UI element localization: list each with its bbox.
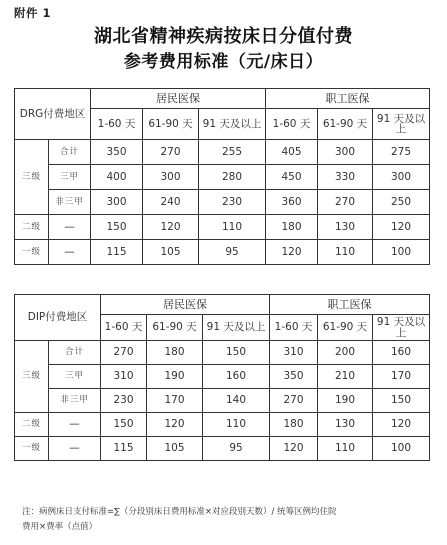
period-header: 1-60 天 — [270, 315, 318, 341]
footnote-line-1: 注：病例床日支付标准=∑（分段别床日费用标准×对应段别天数）/ 统筹区例均住院 — [22, 507, 337, 517]
value-cell: 170 — [147, 389, 203, 413]
sub-level-label: 非三甲 — [49, 190, 91, 215]
level-label: 二级 — [15, 215, 49, 240]
value-cell: 180 — [147, 341, 203, 365]
dip-region-header: DIP付费地区 — [15, 295, 101, 341]
value-cell: 280 — [199, 165, 266, 190]
value-cell: 120 — [266, 240, 318, 265]
value-cell: 160 — [373, 341, 430, 365]
sub-level-label: 合计 — [49, 140, 91, 165]
value-cell: 110 — [199, 215, 266, 240]
period-header: 1-60 天 — [266, 109, 318, 140]
value-cell: 190 — [318, 389, 373, 413]
period-header: 91 天及以上 — [373, 109, 430, 140]
value-cell: 120 — [373, 215, 430, 240]
value-cell: 250 — [373, 190, 430, 215]
value-cell: 150 — [101, 413, 147, 437]
value-cell: 310 — [270, 341, 318, 365]
value-cell: 110 — [203, 413, 270, 437]
value-cell: 255 — [199, 140, 266, 165]
period-header: 61-90 天 — [318, 315, 373, 341]
value-cell: 190 — [147, 365, 203, 389]
level-label: 一级 — [15, 437, 49, 461]
level-label: 一级 — [15, 240, 49, 265]
value-cell: 140 — [203, 389, 270, 413]
sub-level-label: 三甲 — [49, 165, 91, 190]
table-row — [15, 215, 430, 240]
value-cell: 130 — [318, 413, 373, 437]
table-row — [15, 240, 430, 265]
value-cell: 150 — [91, 215, 143, 240]
value-cell: 240 — [143, 190, 199, 215]
value-cell: 270 — [101, 341, 147, 365]
sub-level-label: — — [49, 413, 101, 437]
footnote-line-2: 费用×费率（点值） — [22, 522, 98, 532]
value-cell: 100 — [373, 437, 430, 461]
value-cell: 110 — [318, 240, 373, 265]
value-cell: 105 — [147, 437, 203, 461]
dip-fee-table — [14, 294, 430, 461]
value-cell: 300 — [318, 140, 373, 165]
document-title: 湖北省精神疾病按床日分值付费 — [94, 26, 353, 47]
table-row — [15, 190, 430, 215]
table-row — [15, 437, 430, 461]
value-cell: 270 — [270, 389, 318, 413]
table-row — [15, 389, 430, 413]
table-row — [15, 341, 430, 365]
period-header: 61-90 天 — [318, 109, 373, 140]
sub-level-label: — — [49, 437, 101, 461]
value-cell: 230 — [199, 190, 266, 215]
period-header: 1-60 天 — [91, 109, 143, 140]
value-cell: 200 — [318, 341, 373, 365]
table-row — [15, 413, 430, 437]
value-cell: 120 — [147, 413, 203, 437]
table-row — [15, 140, 430, 165]
sub-level-label: 三甲 — [49, 365, 101, 389]
value-cell: 310 — [101, 365, 147, 389]
dip-resident-header: 居民医保 — [101, 295, 270, 315]
value-cell: 180 — [266, 215, 318, 240]
drg-region-header: DRG付费地区 — [15, 89, 91, 140]
value-cell: 105 — [143, 240, 199, 265]
value-cell: 160 — [203, 365, 270, 389]
value-cell: 330 — [318, 165, 373, 190]
value-cell: 400 — [91, 165, 143, 190]
value-cell: 115 — [101, 437, 147, 461]
value-cell: 230 — [101, 389, 147, 413]
period-header: 91 天及以上 — [203, 315, 270, 341]
period-header: 61-90 天 — [143, 109, 199, 140]
level-label: 三级 — [15, 341, 49, 413]
value-cell: 350 — [270, 365, 318, 389]
value-cell: 150 — [203, 341, 270, 365]
value-cell: 210 — [318, 365, 373, 389]
value-cell: 170 — [373, 365, 430, 389]
sub-level-label: 非三甲 — [49, 389, 101, 413]
value-cell: 405 — [266, 140, 318, 165]
table-row — [15, 165, 430, 190]
value-cell: 300 — [143, 165, 199, 190]
sub-level-label: 合计 — [49, 341, 101, 365]
value-cell: 360 — [266, 190, 318, 215]
value-cell: 130 — [318, 215, 373, 240]
value-cell: 270 — [143, 140, 199, 165]
value-cell: 95 — [203, 437, 270, 461]
attachment-label: 附件 1 — [14, 6, 52, 20]
value-cell: 270 — [318, 190, 373, 215]
value-cell: 95 — [199, 240, 266, 265]
sub-level-label: — — [49, 240, 91, 265]
value-cell: 450 — [266, 165, 318, 190]
sub-level-label: — — [49, 215, 91, 240]
value-cell: 110 — [318, 437, 373, 461]
period-header: 91 天及以上 — [373, 315, 430, 341]
footnote — [22, 505, 442, 535]
period-header: 91 天及以上 — [199, 109, 266, 140]
value-cell: 350 — [91, 140, 143, 165]
value-cell: 300 — [91, 190, 143, 215]
value-cell: 275 — [373, 140, 430, 165]
value-cell: 120 — [143, 215, 199, 240]
value-cell: 120 — [373, 413, 430, 437]
value-cell: 100 — [373, 240, 430, 265]
level-label: 二级 — [15, 413, 49, 437]
drg-employee-header: 职工医保 — [266, 89, 430, 109]
dip-employee-header: 职工医保 — [270, 295, 430, 315]
value-cell: 300 — [373, 165, 430, 190]
period-header: 61-90 天 — [147, 315, 203, 341]
drg-resident-header: 居民医保 — [91, 89, 266, 109]
drg-fee-table — [14, 88, 430, 265]
value-cell: 150 — [373, 389, 430, 413]
value-cell: 180 — [270, 413, 318, 437]
document-subtitle: 参考费用标准（元/床日） — [123, 52, 324, 72]
period-header: 1-60 天 — [101, 315, 147, 341]
level-label: 三级 — [15, 140, 49, 215]
table-row — [15, 365, 430, 389]
value-cell: 120 — [270, 437, 318, 461]
value-cell: 115 — [91, 240, 143, 265]
